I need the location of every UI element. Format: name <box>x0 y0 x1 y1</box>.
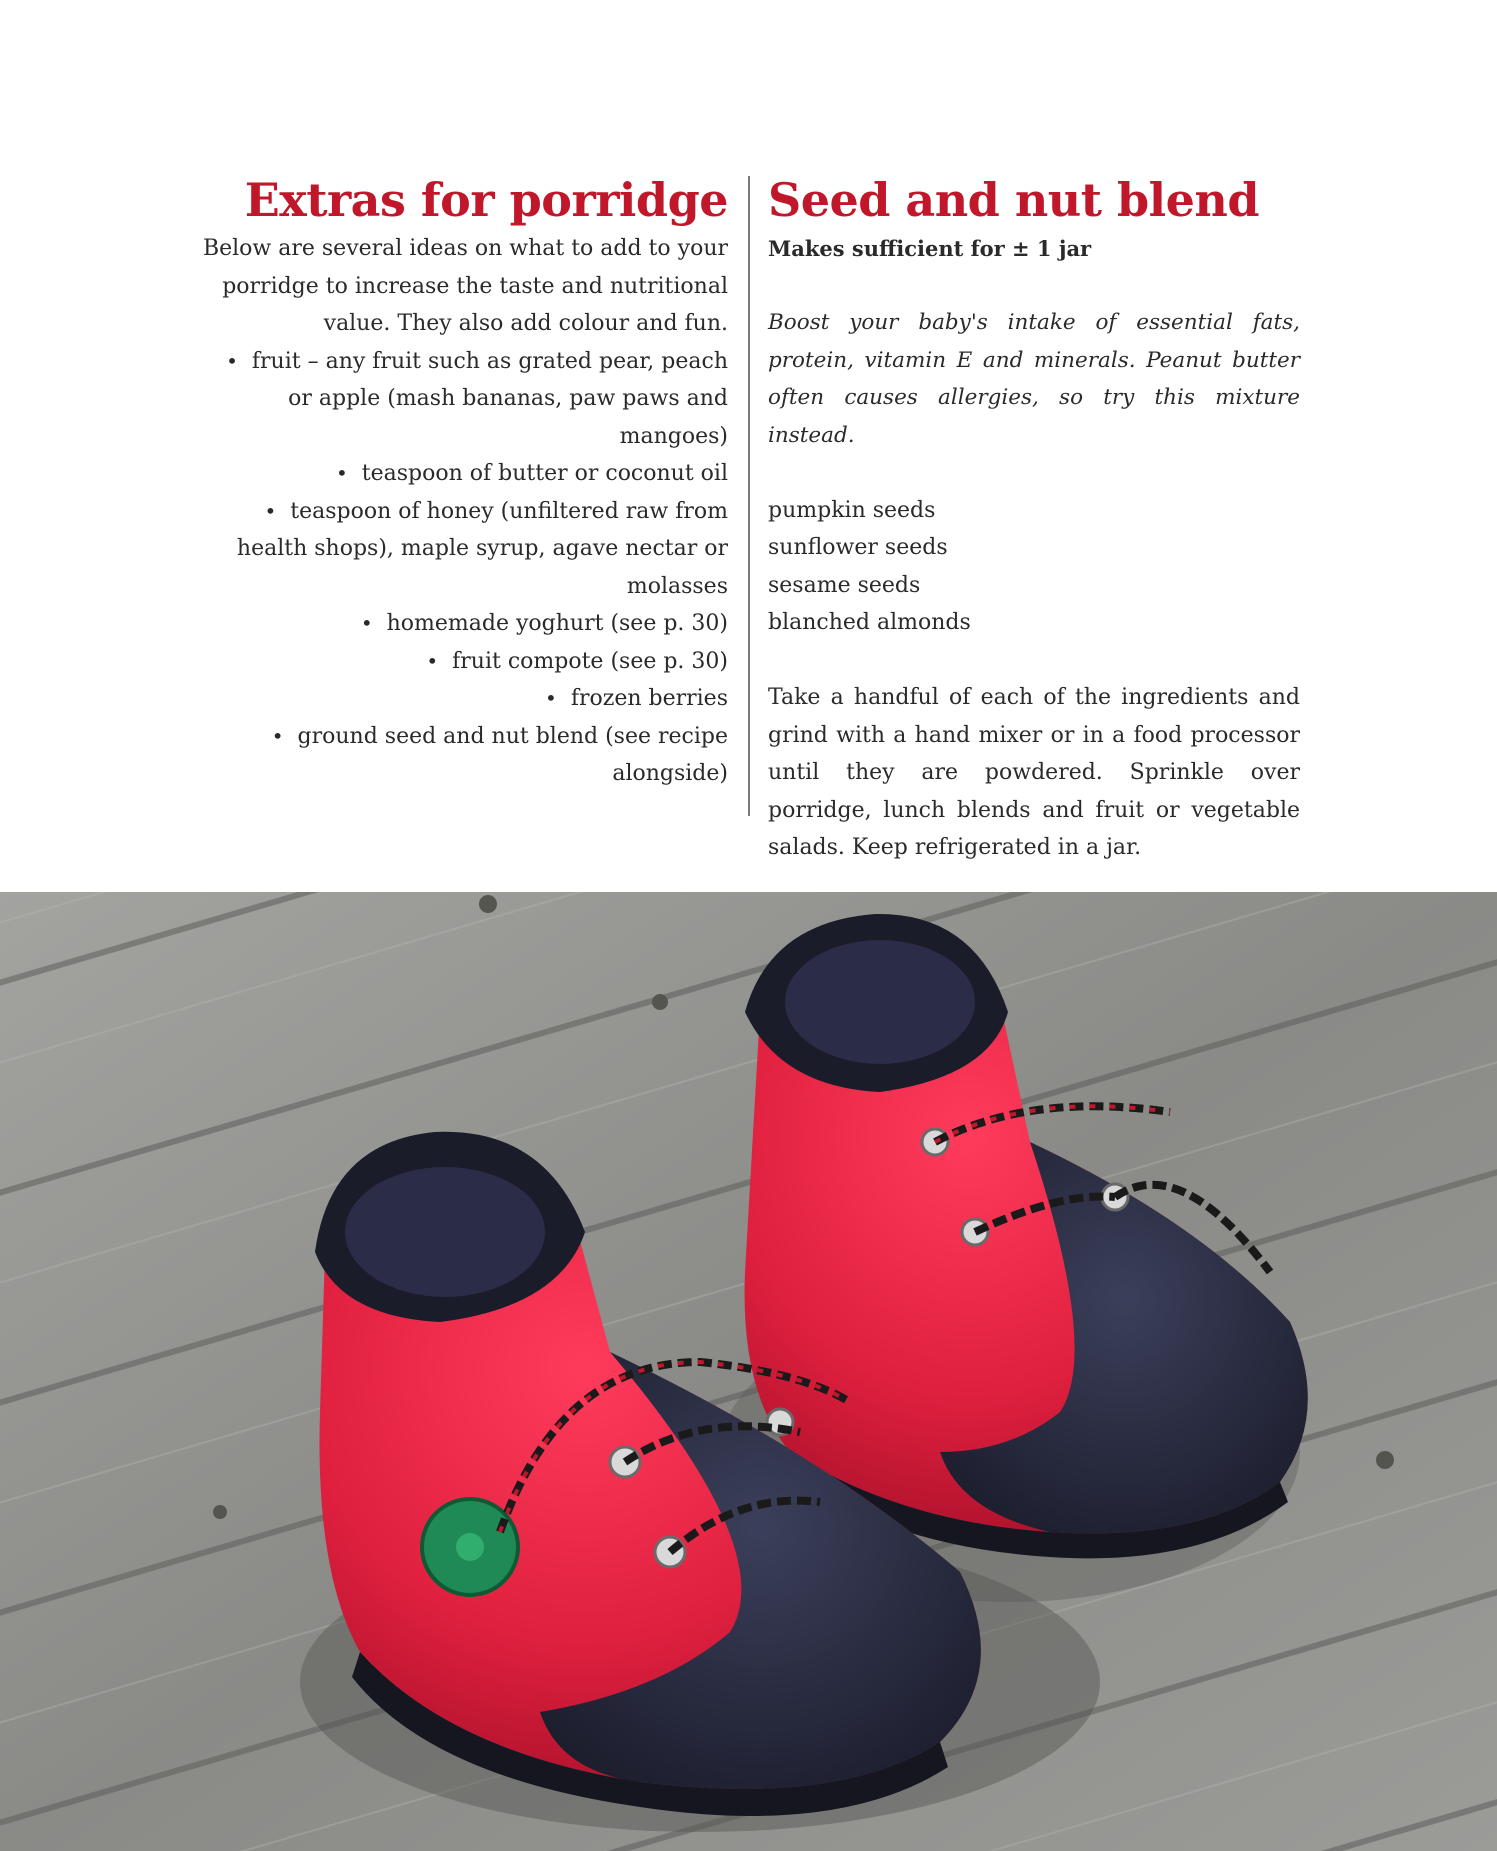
ingredient-item: sunflower seeds <box>768 535 948 560</box>
baby-shoes-photo <box>0 892 1497 1851</box>
list-item <box>200 680 728 718</box>
list-item <box>200 343 728 456</box>
ingredient-item: blanched almonds <box>768 610 971 635</box>
list-item <box>200 493 728 606</box>
right-column <box>768 170 1300 867</box>
bullet-icon: • <box>271 723 284 748</box>
left-column <box>200 170 728 793</box>
list-item <box>200 605 728 643</box>
extras-intro: Below are several ideas on what to add to your porridge to increase the taste and nutritional value. They also add colour and fun. <box>202 236 728 336</box>
list-item-text: frozen berries <box>570 686 728 711</box>
list-item <box>200 643 728 681</box>
photo-illustration <box>0 892 1497 1851</box>
list-item <box>200 718 728 793</box>
bullet-icon: • <box>545 686 557 710</box>
list-item-text: teaspoon of honey (unfiltered raw from health shops), maple syrup, agave nectar or molasses <box>236 498 728 599</box>
extras-list <box>200 343 728 793</box>
list-item-text: teaspoon of butter or coconut oil <box>361 461 728 486</box>
recipe-method: Take a handful of each of the ingredients and grind with a hand mixer or in a food processor until they are powdered. Sprinkle over porridge, lunch blends and fruit or vegetable salads. Keep refrigerated in a jar. <box>768 685 1300 860</box>
column-divider <box>748 176 750 816</box>
list-item-text: homemade yoghurt (see p. 30) <box>386 611 728 636</box>
bullet-icon: • <box>426 648 439 673</box>
recipe-intro: Boost your baby's intake of essential fats, protein, vitamin E and minerals. Peanut butter often causes allergies, so try this mixture instead. <box>768 310 1300 448</box>
bullet-icon: • <box>264 498 277 523</box>
list-item <box>200 455 728 493</box>
bullet-icon: • <box>335 461 348 485</box>
ingredients-list <box>768 492 1300 642</box>
list-item-text: ground seed and nut blend (see recipe alongside) <box>297 723 728 786</box>
extras-heading: Extras for porridge <box>244 173 728 227</box>
bullet-icon: • <box>360 611 373 635</box>
ingredient-item: pumpkin seeds <box>768 497 936 523</box>
recipe-yield: Makes sufficient for ± 1 jar <box>768 236 1092 261</box>
ingredient-item: sesame seeds <box>768 572 921 598</box>
list-item-text: fruit compote (see p. 30) <box>452 648 728 674</box>
list-item-text: fruit – any fruit such as grated pear, peach or apple (mash bananas, paw paws and mangoes) <box>251 348 728 449</box>
recipe-heading: Seed and nut blend <box>768 173 1260 227</box>
bullet-icon: • <box>226 348 238 373</box>
